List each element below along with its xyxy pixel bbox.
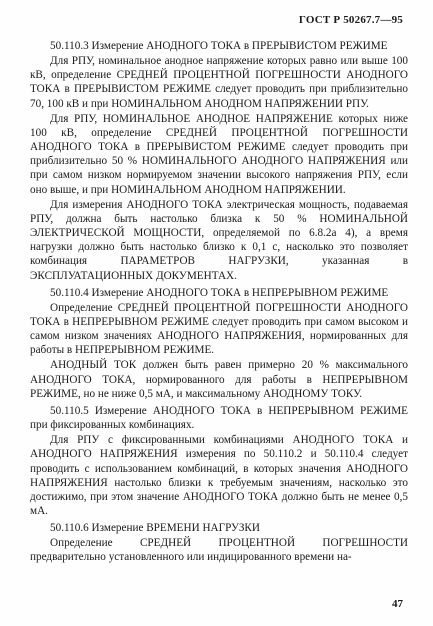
section-heading-50-110-4: 50.110.4 Измерение АНОДНОГО ТОКА в НЕПРЕРЫВНОМ РЕЖИМЕ — [50, 286, 389, 299]
section-heading-50-110-5: 50.110.5 Измерение АНОДНОГО ТОКА в НЕПРЕРЫВНОМ РЕЖИМЕ при фиксированных комбинациях. — [30, 404, 408, 432]
section-heading-50-110-3: 50.110.3 Измерение АНОДНОГО ТОКА в ПРЕРЫВИСТОМ РЕЖИМЕ — [50, 40, 388, 52]
section-heading-50-110-6: 50.110.6 Измерение ВРЕМЕНИ НАГРУЗКИ — [50, 522, 260, 535]
paragraph: АНОДНЫЙ ТОК должен быть равен примерно 20 % максимального АНОДНОГО ТОКА, нормированного для работы в НЕПРЕРЫВНОМ РЕЖИМЕ, но не ниже 0,5 мА, и максимальному АНОДНОМУ ТОКУ. — [30, 359, 408, 400]
paragraph: Для РПУ, НОМИНАЛЬНОЕ АНОДНОЕ НАПРЯЖЕНИЕ которых ниже 100 кВ, определение СРЕДНЕЙ ПРОЦЕНТНОЙ ПОГРЕШНОСТИ АНОДНОГО ТОКА в ПРЕРЫВИСТОМ РЕЖИМЕ следует проводить при приблизительно 50 % НОМИНАЛЬНОГО АНОДНОГО НАПРЯЖЕНИЯ или при самом низком нормируемом значении высокого напряжения РПУ, если оно выше, и при НОМИНАЛЬНОМ АНОДНОМ НАПРЯЖЕНИИ. — [30, 112, 408, 196]
page-number: 47 — [392, 598, 403, 610]
paragraph: Для РПУ, номинальное анодное напряжение которых равно или выше 100 кВ, определение СРЕДНЕЙ ПРОЦЕНТНОЙ ПОГРЕШНОСТИ АНОДНОГО ТОКА в ПРЕРЫВИСТОМ РЕЖИМЕ следует проводить при приблизительно 70, 100 кВ и при НОМИНАЛЬНОМ АНОДНОМ НАПРЯЖЕНИИ РПУ. — [30, 55, 408, 110]
paragraph: Для РПУ с фиксированными комбинациями АНОДНОГО ТОКА и АНОДНОГО НАПРЯЖЕНИЯ измерения по 50.110.2 и 50.110.4 следует проводить с использованием комбинаций, в которых значения АНОДНОГО НАПРЯЖЕНИЯ настолько близки к требуемым значениям, насколько это достижимо, при этом значение АНОДНОГО ТОКА должно быть не менее 0,5 мА. — [30, 434, 408, 517]
paragraph: Для измерения АНОДНОГО ТОКА электрическая мощность, подаваемая РПУ, должна быть настолько близка к 50 % НОМИНАЛЬНОЙ ЭЛЕКТРИЧЕСКОЙ МОЩНОСТИ, определяемой по 6.8.2а 4), а время нагрузки должно быть настолько близко к 0,1 с, насколько это позволяет комбинация ПАРАМЕТРОВ НАГРУЗКИ, указанная в ЭКСПЛУАТАЦИОННЫХ ДОКУМЕНТАХ. — [30, 198, 408, 282]
document-body — [30, 36, 408, 566]
paragraph: Определение СРЕДНЕЙ ПРОЦЕНТНОЙ ПОГРЕШНОСТИ предварительно установленного или индицированного времени на- — [30, 537, 408, 564]
standard-header: ГОСТ Р 50267.7—95 — [298, 14, 403, 26]
paragraph: Определение СРЕДНЕЙ ПРОЦЕНТНОЙ ПОГРЕШНОСТИ АНОДНОГО ТОКА в НЕПРЕРЫВНОМ РЕЖИМЕ следует проводить при самом высоком и самом низком значениях АНОДНОГО НАПРЯЖЕНИЯ, нормированных для работы в НЕПРЕРЫВНОМ РЕЖИМЕ. — [30, 301, 408, 357]
